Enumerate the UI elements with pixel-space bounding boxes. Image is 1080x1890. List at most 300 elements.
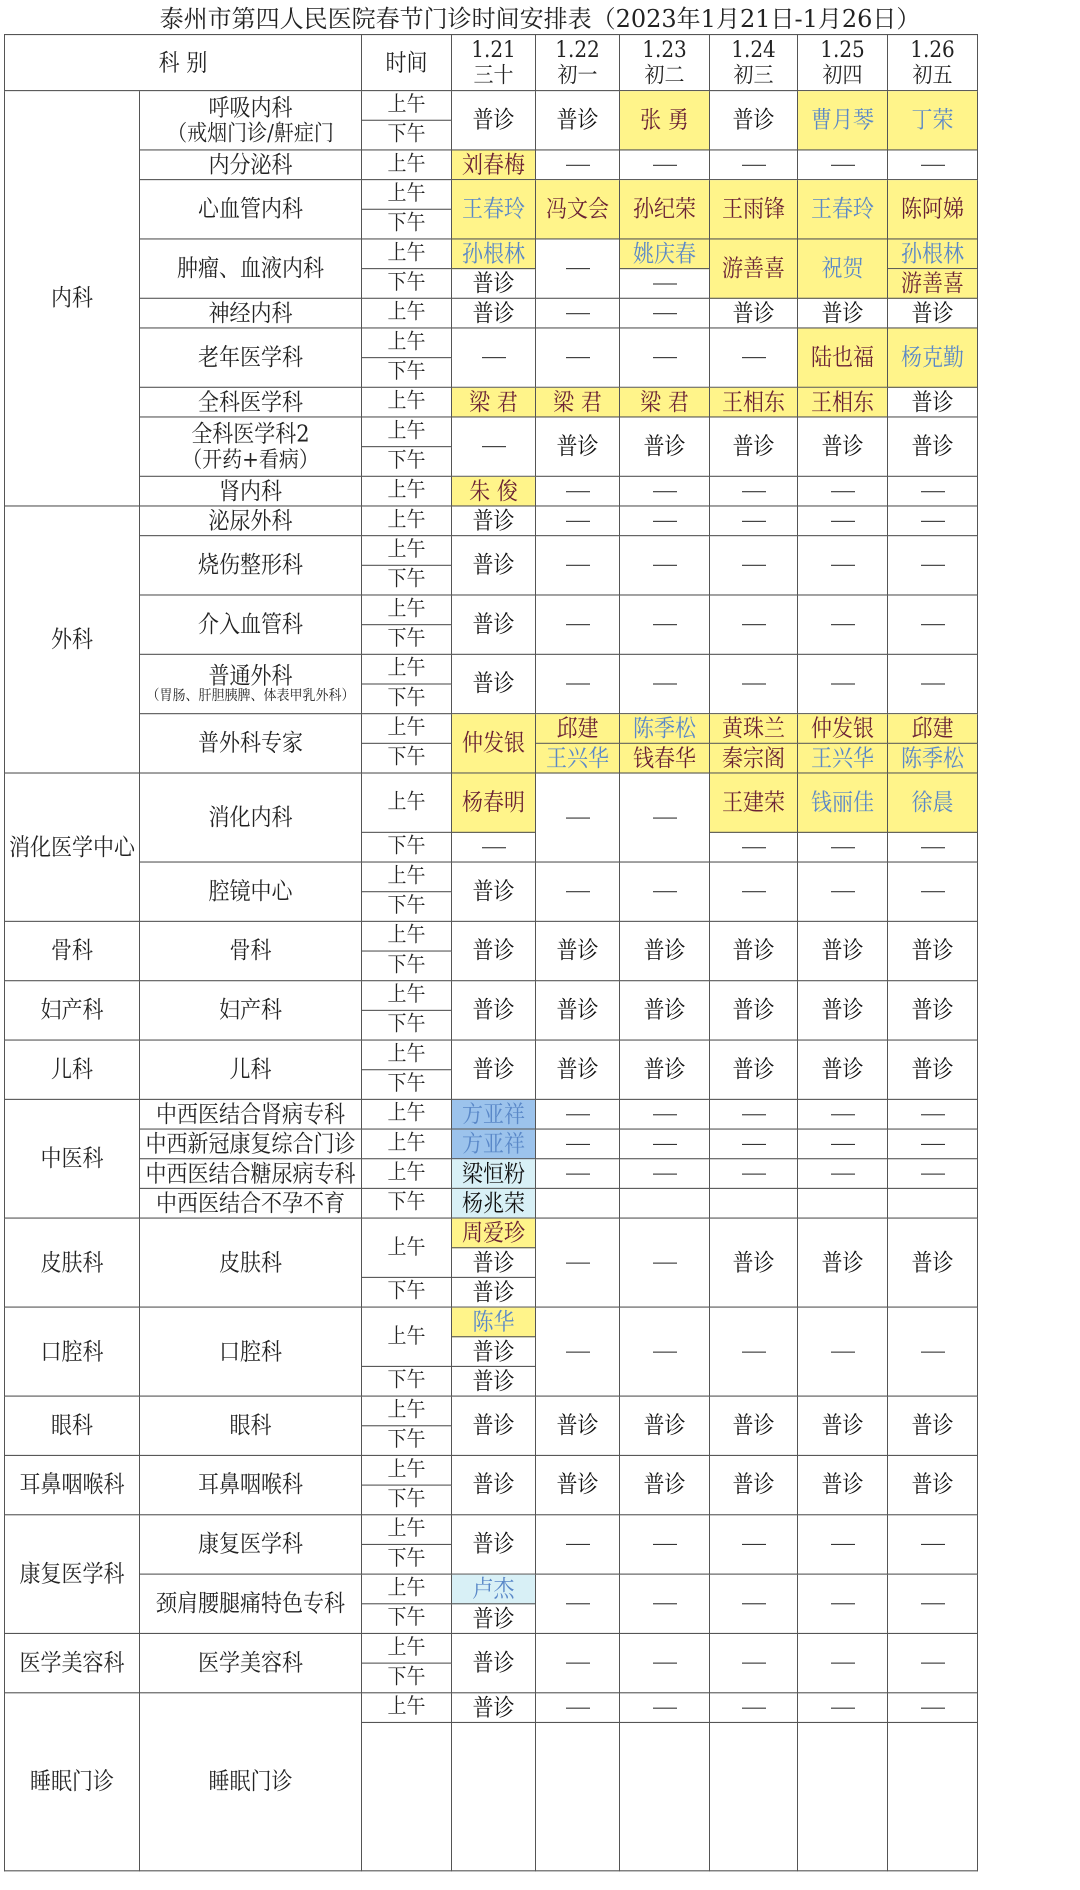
- schedule-cell: 梁 君: [536, 388, 620, 418]
- dash-mark: [653, 313, 677, 314]
- subdept-cell: [140, 150, 362, 180]
- time-slot: 上午: [362, 655, 452, 685]
- schedule-cell: 王雨锋: [710, 180, 798, 239]
- schedule-cell: 普诊: [620, 981, 710, 1040]
- subdept-name: 口腔科: [219, 1338, 282, 1365]
- schedule-cell: [620, 1515, 710, 1574]
- schedule-cell: 普诊: [888, 1041, 978, 1100]
- schedule-cell: 王建荣: [710, 774, 798, 833]
- subdept-cell: [140, 1159, 362, 1189]
- schedule-cell: 陈季松: [620, 714, 710, 744]
- subdept-cell: [140, 1189, 362, 1219]
- subdept-name: 神经内科: [208, 299, 293, 327]
- dash-mark: [653, 283, 677, 284]
- schedule-cell: [452, 329, 536, 388]
- time-slot: 下午: [362, 744, 452, 774]
- time-slot: 下午: [362, 269, 452, 299]
- header-lunar: 三十: [473, 61, 514, 88]
- dash-mark: [742, 565, 766, 566]
- schedule-cell: 王兴华: [798, 744, 888, 774]
- schedule-cell: 普诊: [798, 418, 888, 477]
- schedule-cell: 丁荣: [888, 91, 978, 150]
- schedule-cell: [710, 536, 798, 595]
- dash-mark: [921, 1663, 945, 1664]
- dash-mark: [742, 520, 766, 521]
- header-day-2: [536, 34, 620, 91]
- schedule-cell: 普诊: [452, 91, 536, 150]
- subdept-name: 骨科: [229, 937, 272, 965]
- schedule-cell: 普诊: [710, 91, 798, 150]
- subdept-note: （胃肠、肝胆胰脾、体表甲乳外科）: [146, 687, 355, 705]
- schedule-cell: [710, 1100, 798, 1130]
- dash-mark: [742, 1603, 766, 1604]
- schedule-cell: [798, 536, 888, 595]
- schedule-cell: 王兴华: [536, 744, 620, 774]
- time-slot: 下午: [362, 625, 452, 655]
- schedule-cell: [798, 150, 888, 180]
- schedule-cell: [620, 1634, 710, 1693]
- header-date: 1.26: [910, 36, 955, 63]
- schedule-cell: 普诊: [452, 1693, 536, 1723]
- schedule-cell: 普诊: [452, 299, 536, 329]
- schedule-cell: 普诊: [798, 981, 888, 1040]
- schedule-cell: [710, 329, 798, 388]
- subdept-name: 介入血管科: [198, 611, 303, 638]
- schedule-cell: [798, 1189, 888, 1219]
- dash-mark: [831, 1114, 855, 1115]
- time-slot: 下午: [362, 210, 452, 240]
- schedule-cell: [888, 477, 978, 507]
- department-name: 消化医学中心: [4, 774, 140, 922]
- dash-mark: [653, 1173, 677, 1174]
- time-slot: 上午: [362, 91, 452, 121]
- department-name: 儿科: [4, 1041, 140, 1100]
- schedule-cell: [888, 596, 978, 655]
- time-slot: 上午: [362, 150, 452, 180]
- schedule-cell: [536, 655, 620, 714]
- subdept-name: 普外科专家: [198, 730, 303, 757]
- schedule-table: [4, 34, 1042, 1890]
- schedule-cell: 普诊: [620, 1456, 710, 1515]
- subdept-name: 中西新冠康复综合门诊: [145, 1130, 356, 1157]
- schedule-cell: [888, 536, 978, 595]
- subdept-cell: [140, 922, 362, 981]
- schedule-cell: 冯文会: [536, 180, 620, 239]
- dash-mark: [921, 1544, 945, 1545]
- dash-mark: [831, 1603, 855, 1604]
- time-slot: 上午: [362, 477, 452, 507]
- time-slot: 下午: [362, 1426, 452, 1456]
- time-slot: 上午: [362, 1159, 452, 1189]
- subdept-cell: [140, 329, 362, 388]
- schedule-cell: [798, 1515, 888, 1574]
- schedule-cell: 游善喜: [710, 239, 798, 298]
- dash-mark: [742, 1663, 766, 1664]
- dash-mark: [742, 847, 766, 848]
- dash-mark: [566, 164, 590, 165]
- dash-mark: [742, 491, 766, 492]
- schedule-cell: 普诊: [620, 1397, 710, 1456]
- dash-mark: [653, 1544, 677, 1545]
- time-slot: 上午: [362, 714, 452, 744]
- subdept-name: 全科医学科2: [191, 420, 310, 448]
- dash-mark: [653, 1114, 677, 1115]
- schedule-cell: [620, 299, 710, 329]
- schedule-cell: [888, 150, 978, 180]
- subdept-cell: [140, 1575, 362, 1634]
- header-lunar: 初一: [557, 61, 598, 88]
- schedule-cell: 黄珠兰: [710, 714, 798, 744]
- schedule-cell: [620, 863, 710, 922]
- dash-mark: [831, 1663, 855, 1664]
- schedule-cell: [452, 1723, 536, 1871]
- time-slot: 上午: [362, 1456, 452, 1486]
- schedule-cell: [536, 1723, 620, 1871]
- schedule-cell: [888, 1634, 978, 1693]
- department-name: 口腔科: [4, 1308, 140, 1397]
- dash-mark: [566, 313, 590, 314]
- dash-mark: [566, 1663, 590, 1664]
- schedule-cell: 孙纪荣: [620, 180, 710, 239]
- subdept-name: 中西医结合糖尿病专科: [145, 1160, 356, 1187]
- dash-mark: [831, 1173, 855, 1174]
- dash-mark: [831, 1143, 855, 1144]
- schedule-cell: [888, 863, 978, 922]
- schedule-cell: 普诊: [452, 1248, 536, 1278]
- dash-mark: [566, 683, 590, 684]
- dash-mark: [831, 1351, 855, 1352]
- dash-mark: [921, 683, 945, 684]
- schedule-cell: 普诊: [536, 1456, 620, 1515]
- schedule-cell: 姚庆春: [620, 239, 710, 269]
- schedule-cell: [536, 596, 620, 655]
- schedule-cell: [710, 596, 798, 655]
- schedule-cell: 普诊: [888, 388, 978, 418]
- schedule-cell: [536, 239, 620, 298]
- schedule-cell: [620, 1100, 710, 1130]
- time-slot: 上午: [362, 1397, 452, 1427]
- schedule-cell: [620, 150, 710, 180]
- schedule-cell: [536, 863, 620, 922]
- schedule-cell: 普诊: [452, 1515, 536, 1574]
- subdept-name: 呼吸内科: [208, 94, 293, 121]
- subdept-cell: [140, 714, 362, 773]
- schedule-cell: [798, 1575, 888, 1634]
- time-slot: 上午: [362, 180, 452, 210]
- schedule-cell: [710, 1130, 798, 1160]
- schedule-cell: [888, 1575, 978, 1634]
- schedule-cell: [620, 596, 710, 655]
- schedule-cell: 普诊: [452, 269, 536, 299]
- schedule-cell: [536, 1693, 620, 1723]
- dash-mark: [566, 624, 590, 625]
- dash-mark: [831, 520, 855, 521]
- schedule-cell: 钱丽佳: [798, 774, 888, 833]
- schedule-cell: 仲发银: [452, 714, 536, 773]
- schedule-cell: 普诊: [888, 922, 978, 981]
- schedule-cell: 仲发银: [798, 714, 888, 744]
- dash-mark: [831, 491, 855, 492]
- time-slot: 上午: [362, 418, 452, 448]
- subdept-name: 消化内科: [208, 804, 293, 831]
- dash-mark: [742, 164, 766, 165]
- subdept-cell: [140, 388, 362, 418]
- department-name: 外科: [4, 507, 140, 774]
- schedule-cell: 普诊: [452, 1278, 536, 1308]
- time-slot: 上午: [362, 388, 452, 418]
- dash-mark: [921, 891, 945, 892]
- subdept-name: 中西医结合不孕不育: [156, 1189, 345, 1217]
- dash-mark: [831, 164, 855, 165]
- dash-mark: [566, 1603, 590, 1604]
- dash-mark: [482, 357, 506, 358]
- dash-mark: [566, 1351, 590, 1352]
- dash-mark: [653, 1262, 677, 1263]
- subdept-name: 心血管内科: [198, 196, 303, 223]
- schedule-cell: [536, 1515, 620, 1574]
- subdept-cell: [140, 655, 362, 714]
- time-slot: 上午: [362, 596, 452, 626]
- time-slot: 上午: [362, 507, 452, 537]
- schedule-cell: 普诊: [536, 91, 620, 150]
- time-slot: 上午: [362, 922, 452, 952]
- schedule-cell: 张 勇: [620, 91, 710, 150]
- dash-mark: [653, 624, 677, 625]
- subdept-cell: [140, 863, 362, 922]
- schedule-cell: 刘春梅: [452, 150, 536, 180]
- subdept-cell: [140, 299, 362, 329]
- schedule-cell: 陈阿娣: [888, 180, 978, 239]
- schedule-cell: [798, 596, 888, 655]
- time-slot: 上午: [362, 1308, 452, 1367]
- subdept-cell: [140, 1130, 362, 1160]
- schedule-cell: 普诊: [620, 1041, 710, 1100]
- time-slot: 下午: [362, 952, 452, 982]
- dash-mark: [831, 891, 855, 892]
- header-lunar: 初五: [912, 61, 953, 88]
- schedule-cell: 普诊: [536, 922, 620, 981]
- time-slot: 下午: [362, 685, 452, 715]
- schedule-cell: [536, 477, 620, 507]
- schedule-cell: [620, 477, 710, 507]
- schedule-cell: [536, 1219, 620, 1308]
- schedule-cell: 普诊: [710, 981, 798, 1040]
- schedule-cell: 陈季松: [888, 744, 978, 774]
- schedule-cell: 普诊: [452, 1397, 536, 1456]
- schedule-cell: 孙根林: [888, 239, 978, 269]
- dash-mark: [921, 1707, 945, 1708]
- schedule-cell: [536, 536, 620, 595]
- dash-mark: [921, 491, 945, 492]
- time-slot: 下午: [362, 1545, 452, 1575]
- schedule-cell: 钱春华: [620, 744, 710, 774]
- schedule-cell: [620, 774, 710, 863]
- dash-mark: [921, 847, 945, 848]
- schedule-cell: [536, 1308, 620, 1397]
- header-lunar: 初四: [822, 61, 863, 88]
- subdept-name: 儿科: [229, 1056, 272, 1083]
- schedule-cell: 普诊: [536, 1041, 620, 1100]
- schedule-cell: 普诊: [710, 1456, 798, 1515]
- subdept-name: 肿瘤、血液内科: [177, 255, 324, 282]
- subdept-cell: [140, 418, 362, 477]
- dash-mark: [742, 1544, 766, 1545]
- schedule-cell: 秦宗阁: [710, 744, 798, 774]
- subdept-name: 颈肩腰腿痛特色专科: [156, 1590, 345, 1617]
- time-slot: 上午: [362, 981, 452, 1011]
- dash-mark: [566, 891, 590, 892]
- subdept-cell: [140, 1456, 362, 1515]
- schedule-cell: 普诊: [798, 299, 888, 329]
- schedule-cell: 梁恒粉: [452, 1159, 536, 1189]
- subdept-cell: [140, 1100, 362, 1130]
- header-date: 1.25: [820, 36, 865, 63]
- dash-mark: [742, 1351, 766, 1352]
- schedule-cell: 普诊: [710, 418, 798, 477]
- time-slot: 下午: [362, 1011, 452, 1041]
- schedule-cell: [536, 1100, 620, 1130]
- header-lunar: 初二: [644, 61, 685, 88]
- schedule-cell: [710, 1515, 798, 1574]
- subdept-name: 医学美容科: [198, 1649, 303, 1677]
- dash-mark: [653, 1351, 677, 1352]
- schedule-cell: [888, 1723, 978, 1871]
- department-name: 皮肤科: [4, 1219, 140, 1308]
- department-name: 骨科: [4, 922, 140, 981]
- dash-mark: [653, 357, 677, 358]
- schedule-cell: [798, 1723, 888, 1871]
- schedule-cell: [710, 477, 798, 507]
- time-slot: 上午: [362, 1515, 452, 1545]
- schedule-cell: [620, 1723, 710, 1871]
- schedule-cell: [710, 1575, 798, 1634]
- subdept-name: 内分泌科: [208, 151, 293, 178]
- dash-mark: [482, 847, 506, 848]
- subdept-cell: [140, 1041, 362, 1100]
- subdept-cell: [140, 507, 362, 537]
- schedule-cell: [798, 863, 888, 922]
- schedule-cell: 普诊: [452, 507, 536, 537]
- time-slot: 下午: [362, 1278, 452, 1308]
- dash-mark: [921, 624, 945, 625]
- department-name: 内科: [4, 91, 140, 506]
- department-name: 中医科: [4, 1100, 140, 1219]
- dash-mark: [653, 520, 677, 521]
- schedule-cell: [710, 863, 798, 922]
- dash-mark: [482, 446, 506, 447]
- dash-mark: [831, 847, 855, 848]
- subdept-cell: [140, 774, 362, 863]
- dash-mark: [566, 268, 590, 269]
- time-slot: 下午: [362, 1486, 452, 1516]
- header-date: 1.24: [731, 36, 776, 63]
- schedule-cell: 普诊: [536, 1397, 620, 1456]
- dash-mark: [742, 1114, 766, 1115]
- schedule-cell: 王春玲: [798, 180, 888, 239]
- dash-mark: [566, 357, 590, 358]
- subdept-cell: [140, 239, 362, 298]
- dash-mark: [566, 520, 590, 521]
- schedule-cell: [710, 1159, 798, 1189]
- dash-mark: [566, 817, 590, 818]
- subdept-note: （开药+看病）: [182, 446, 319, 473]
- schedule-cell: [536, 299, 620, 329]
- subdept-name: 睡眠门诊: [208, 1768, 293, 1795]
- schedule-cell: [888, 655, 978, 714]
- header-date: 1.23: [642, 36, 687, 63]
- schedule-cell: 梁 君: [620, 388, 710, 418]
- schedule-cell: [798, 1159, 888, 1189]
- dash-mark: [653, 683, 677, 684]
- dash-mark: [921, 1114, 945, 1115]
- schedule-cell: 普诊: [452, 1456, 536, 1515]
- header-lunar: 初三: [733, 61, 774, 88]
- schedule-cell: 陈华: [452, 1308, 536, 1338]
- subdept-cell: [140, 536, 362, 595]
- schedule-cell: 方亚祥: [452, 1100, 536, 1130]
- header-date: 1.22: [555, 36, 600, 63]
- header-day-4: [710, 34, 798, 91]
- schedule-cell: [798, 1130, 888, 1160]
- department-name: 医学美容科: [4, 1634, 140, 1693]
- schedule-cell: [536, 507, 620, 537]
- schedule-cell: [710, 1723, 798, 1871]
- dash-mark: [742, 624, 766, 625]
- schedule-cell: [888, 1130, 978, 1160]
- schedule-cell: [888, 507, 978, 537]
- schedule-cell: 普诊: [620, 922, 710, 981]
- time-slot: 下午: [362, 1189, 452, 1219]
- time-slot: 上午: [362, 1219, 452, 1278]
- time-slot: 上午: [362, 1693, 452, 1723]
- schedule-cell: [798, 655, 888, 714]
- subdept-note: （戒烟门诊/鼾症门: [167, 119, 334, 147]
- schedule-cell: [710, 833, 798, 863]
- schedule-cell: [536, 1634, 620, 1693]
- header-dept-label: 科 别: [4, 34, 362, 91]
- schedule-cell: 普诊: [452, 1337, 536, 1367]
- schedule-cell: 杨春明: [452, 774, 536, 833]
- schedule-cell: [536, 1575, 620, 1634]
- subdept-cell: [140, 1397, 362, 1456]
- header-time-label: 时间: [362, 34, 452, 91]
- schedule-cell: 普诊: [888, 981, 978, 1040]
- schedule-cell: 普诊: [536, 418, 620, 477]
- subdept-cell: [140, 1693, 362, 1871]
- dash-mark: [742, 1707, 766, 1708]
- dash-mark: [831, 565, 855, 566]
- schedule-cell: [710, 655, 798, 714]
- subdept-cell: [140, 477, 362, 507]
- subdept-name: 全科医学科: [198, 388, 303, 416]
- time-slot: 下午: [362, 892, 452, 922]
- dash-mark: [566, 1707, 590, 1708]
- time-slot: 下午: [362, 1367, 452, 1397]
- subdept-name: 普通外科: [208, 662, 293, 689]
- dash-mark: [653, 565, 677, 566]
- subdept-name: 老年医学科: [198, 344, 303, 371]
- dash-mark: [742, 683, 766, 684]
- dash-mark: [921, 1603, 945, 1604]
- time-slot: 下午: [362, 1664, 452, 1694]
- dash-mark: [831, 683, 855, 684]
- schedule-cell: 普诊: [452, 863, 536, 922]
- schedule-cell: [888, 1100, 978, 1130]
- schedule-cell: 杨兆荣: [452, 1189, 536, 1219]
- schedule-cell: 普诊: [710, 299, 798, 329]
- schedule-cell: 普诊: [798, 1456, 888, 1515]
- schedule-cell: [798, 507, 888, 537]
